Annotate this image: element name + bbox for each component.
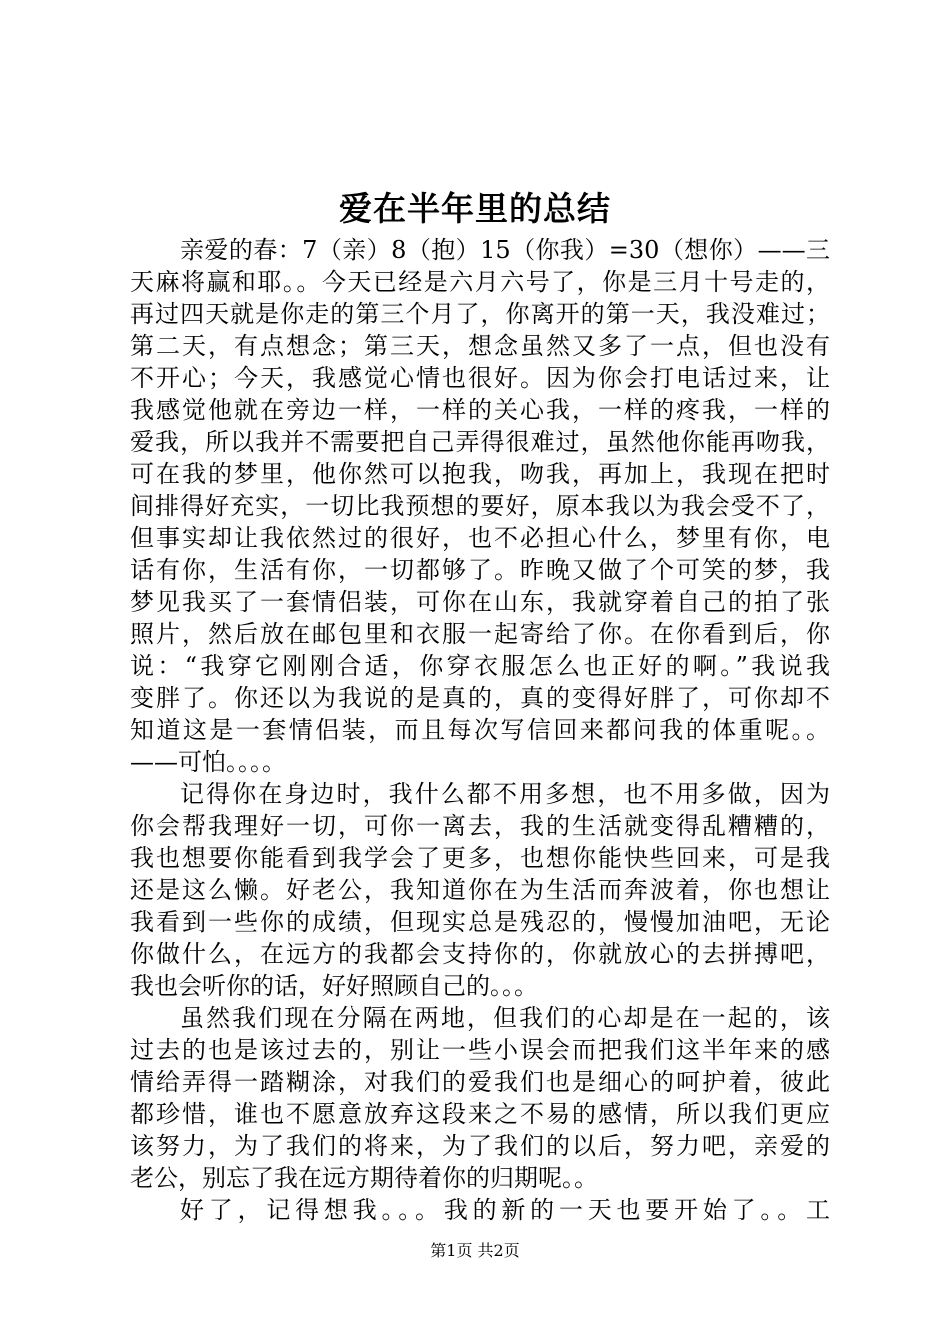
text-line: 记得你在身边时，我什么都不用多想，也不用多做，因为 [180,780,830,808]
text-line: 但事实却让我依然过的很好，也不必担心什么，梦里有你，电 [130,524,830,552]
text-line: 亲爱的春：7（亲）8（抱）15（你我）=30（想你）——三 [180,236,830,264]
text-line: 变胖了。你还以为我说的是真的，真的变得好胖了，可你却不 [130,684,830,712]
text-line: 还是这么懒。好老公，我知道你在为生活而奔波着，你也想让 [130,876,830,904]
text-line: 再过四天就是你走的第三个月了，你离开的第一天，我没难过； [130,300,830,328]
text-line: 该努力，为了我们的将来，为了我们的以后，努力吧，亲爱的 [130,1132,830,1160]
paragraph [130,1194,830,1226]
text-line: 过去的也是该过去的，别让一些小误会而把我们这半年来的感 [130,1036,830,1064]
text-line: 老公，别忘了我在远方期待着你的归期呢。。 [130,1164,598,1192]
text-line: 照片，然后放在邮包里和衣服一起寄给了你。在你看到后，你 [130,620,830,648]
text-line: 天麻将赢和耶。。今天已经是六月六号了，你是三月十号走的， [130,268,830,296]
page-footer: 第1页 共2页 [430,1241,520,1260]
text-line: 情给弄得一踏糊涂，对我们的爱我们也是细心的呵护着，彼此 [130,1068,830,1096]
text-line: 我感觉他就在旁边一样，一样的关心我，一样的疼我，一样的 [130,396,830,424]
text-line: 爱我，所以我并不需要把自己弄得很难过，虽然他你能再吻我， [130,428,830,456]
text-line: 我看到一些你的成绩，但现实总是残忍的，慢慢加油吧，无论 [130,908,830,936]
text-line: 不开心；今天，我感觉心情也很好。因为你会打电话过来，让 [130,364,830,392]
text-line: 第二天，有点想念；第三天，想念虽然又多了一点，但也没有 [130,332,830,360]
text-line: 你会帮我理好一切，可你一离去，我的生活就变得乱糟糟的， [130,812,830,840]
paragraph [130,234,830,778]
text-line: 话有你，生活有你，一切都够了。昨晚又做了个可笑的梦，我 [130,556,830,584]
text-line: 我也会听你的话，好好照顾自己的。。。 [130,972,538,1000]
paragraph [130,1002,830,1194]
text-line: 梦见我买了一套情侣装，可你在山东，我就穿着自己的拍了张 [130,588,830,616]
text-line: 虽然我们现在分隔在两地，但我们的心却是在一起的，该 [180,1004,830,1032]
text-line: ——可怕。。。。 [130,748,286,776]
text-line: 可在我的梦里，他你然可以抱我，吻我，再加上，我现在把时 [130,460,830,488]
text-line: 知道这是一套情侣装，而且每次写信回来都问我的体重呢。。 [130,716,830,744]
text-line: 好了，记得想我。。。我的新的一天也要开始了。。工 [180,1196,830,1224]
document-body [130,234,830,1226]
text-line: 你做什么，在远方的我都会支持你的，你就放心的去拼搏吧， [130,940,830,968]
text-line: 我也想要你能看到我学会了更多，也想你能快些回来，可是我 [130,844,830,872]
text-line: 说：“我穿它刚刚合适，你穿衣服怎么也正好的啊。”我说我 [130,652,830,680]
paragraph [130,778,830,1002]
text-line: 间排得好充实，一切比我预想的要好，原本我以为我会受不了， [130,492,830,520]
document-title: 爱在半年里的总结 [339,189,611,228]
text-line: 都珍惜，谁也不愿意放弃这段来之不易的感情，所以我们更应 [130,1100,830,1128]
